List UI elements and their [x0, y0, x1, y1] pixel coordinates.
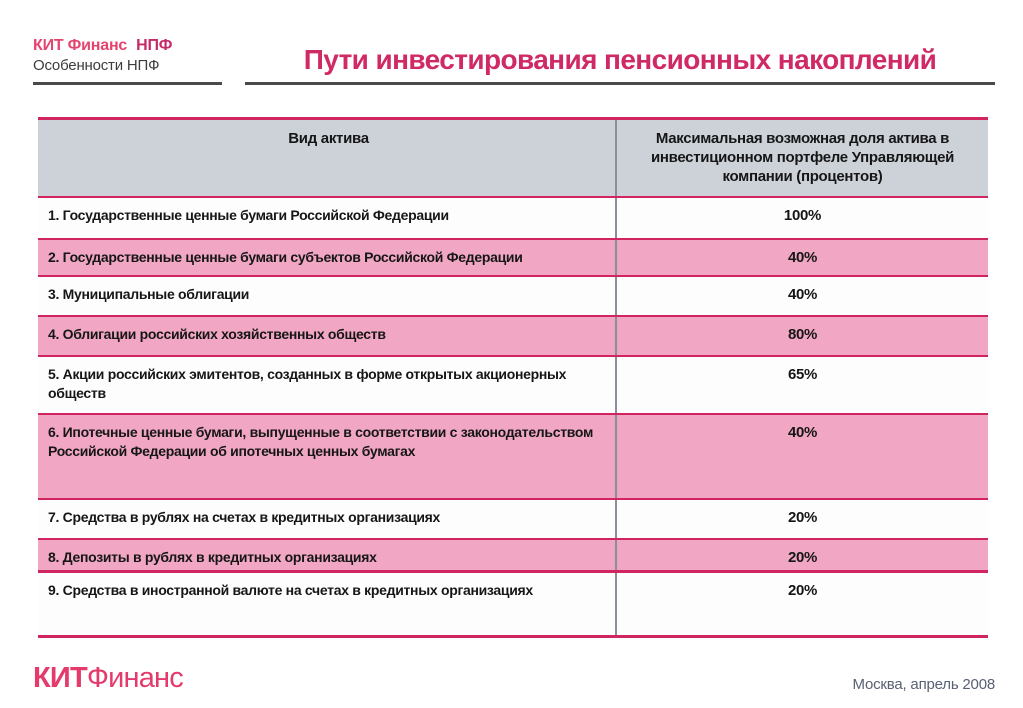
asset-cell: 4. Облигации российских хозяйственных обществ	[38, 317, 617, 355]
corporate-logo-block	[33, 37, 223, 74]
asset-cell: 7. Средства в рублях на счетах в кредитных организациях	[38, 500, 617, 538]
slide-subtitle: Особенности НПФ	[33, 57, 160, 74]
logo-line	[33, 37, 223, 55]
table-row	[38, 315, 988, 355]
share-cell: 40%	[787, 249, 818, 266]
slide-date: Москва, апрель 2008	[852, 676, 995, 693]
share-cell: 20%	[787, 582, 818, 599]
table-row	[38, 538, 988, 570]
table-row	[38, 413, 988, 498]
share-cell: 20%	[787, 549, 818, 566]
table-row	[38, 570, 988, 635]
asset-cell: 2. Государственные ценные бумаги субъектов Российской Федерации	[38, 240, 617, 275]
title-underline	[245, 82, 995, 85]
footer-logo-regular: Финанс	[86, 662, 183, 694]
share-cell: 80%	[787, 326, 818, 343]
footer-logo	[33, 662, 183, 695]
assets-table	[38, 117, 988, 638]
asset-cell: 8. Депозиты в рублях в кредитных организациях	[38, 540, 617, 570]
column-header-share: Максимальная возможная доля актива в инвестиционном портфеле Управляющей компании (процентов)	[650, 130, 955, 185]
asset-cell: 6. Ипотечные ценные бумаги, выпущенные в соответствии с законодательством Российской Федерации об ипотечных ценных бумагах	[38, 415, 617, 498]
table-row	[38, 275, 988, 315]
asset-cell: 5. Акции российских эмитентов, созданных в форме открытых акционерных обществ	[38, 357, 617, 413]
footer-logo-bold: КИТ	[33, 662, 87, 694]
table-header-row	[38, 117, 988, 196]
page-title: Пути инвестирования пенсионных накоплений	[303, 44, 937, 75]
share-cell: 40%	[787, 424, 818, 441]
brand-name: КИТ Финанс	[33, 37, 128, 54]
table-row	[38, 498, 988, 538]
table-row	[38, 238, 988, 275]
asset-cell: 9. Средства в иностранной валюте на счетах в кредитных организациях	[38, 573, 617, 635]
share-cell: 100%	[783, 207, 822, 224]
table-row	[38, 196, 988, 238]
column-header-asset: Вид актива	[38, 120, 617, 196]
table-row	[38, 355, 988, 413]
asset-cell: 1. Государственные ценные бумаги Российской Федерации	[38, 198, 617, 238]
share-cell: 65%	[787, 366, 818, 383]
brand-unit: НПФ	[136, 37, 173, 54]
share-cell: 20%	[787, 509, 818, 526]
share-cell: 40%	[787, 286, 818, 303]
asset-cell: 3. Муниципальные облигации	[38, 277, 617, 315]
logo-underline	[33, 82, 222, 85]
